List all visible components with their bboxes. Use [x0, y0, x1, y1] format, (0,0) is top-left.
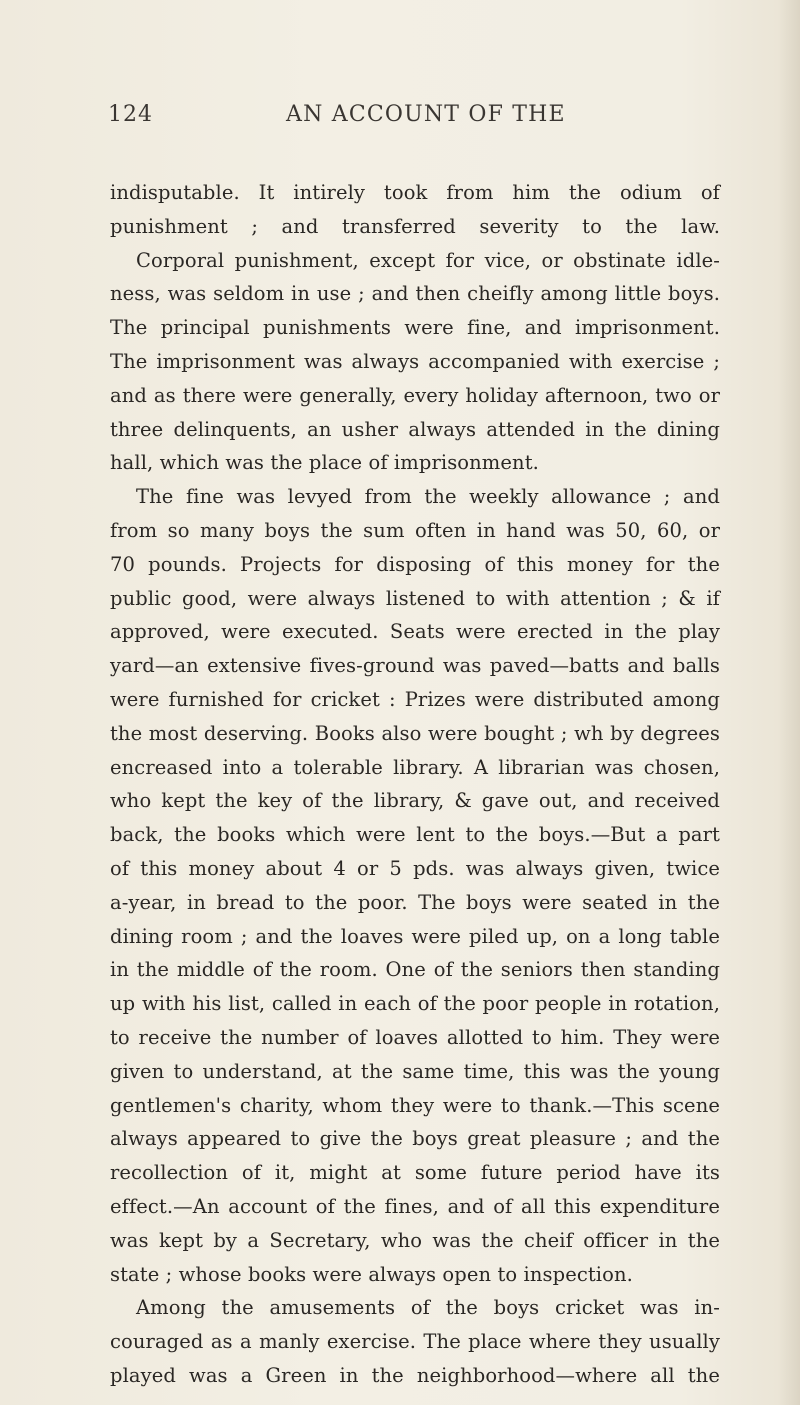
text-line: The imprisonment was always accompanied with exercise ; — [110, 349, 720, 373]
text-line: from so many boys the sum often in hand was 50, 60, or — [110, 518, 720, 542]
text-line: always appeared to give the boys great pleasure ; and the — [110, 1127, 720, 1151]
text-line: indisputable. It intirely took from him the odium of — [110, 181, 720, 204]
text-line: back, the books which were lent to the boys.—But a part — [110, 823, 720, 847]
text-line: punishment ; and transferred severity to the law. — [110, 214, 720, 238]
text-line: yard—an extensive fives-ground was paved—batts and balls — [110, 654, 720, 678]
running-head — [0, 102, 800, 134]
text-line: recollection of it, might at some future period have its — [110, 1161, 720, 1185]
text-line: who kept the key of the library, & gave out, and received — [110, 789, 720, 813]
text-line: public good, were always listened to with attention ; & if — [110, 586, 720, 610]
text-line: up with his list, called in each of the poor people in rotation, — [110, 992, 720, 1016]
text-line: 70 pounds. Projects for disposing of this money for the — [110, 552, 720, 576]
text-line: and as there were generally, every holiday afternoon, two or — [110, 383, 720, 407]
text-line: approved, were executed. Seats were erected in the play — [110, 620, 720, 644]
text-line: Corporal punishment, except for vice, or obstinate idle- — [136, 248, 720, 272]
text-line: was kept by a Secretary, who was the cheif officer in the — [110, 1228, 720, 1252]
text-line: The fine was levyed from the weekly allowance ; and — [136, 485, 720, 509]
text-line: to receive the number of loaves allotted to him. They were — [110, 1025, 720, 1049]
text-line: were furnished for cricket : Prizes were distributed among — [110, 687, 720, 711]
text-line: of this money about 4 or 5 pds. was always given, twice — [110, 856, 720, 880]
body-text — [110, 176, 720, 1393]
text-line: effect.—An account of the fines, and of all this expenditure — [110, 1194, 720, 1218]
text-line: couraged as a manly exercise. The place where they usually — [110, 1330, 720, 1354]
page-edge-shadow — [778, 0, 800, 1405]
text-line: ness, was seldom in use ; and then cheifly among little boys. — [110, 282, 720, 306]
page-number: 124 — [108, 102, 153, 127]
text-line: played was a Green in the neighborhood—where all the — [110, 1363, 720, 1387]
text-line: dining room ; and the loaves were piled up, on a long table — [110, 924, 720, 948]
text-line: the most deserving. Books also were bought ; wh by degrees — [110, 721, 720, 745]
running-title: AN ACCOUNT OF THE — [286, 102, 566, 127]
text-line: three delinquents, an usher always attended in the dining — [110, 417, 720, 441]
text-line: given to understand, at the same time, this was the young — [110, 1059, 720, 1083]
text-line: gentlemen's charity, whom they were to thank.—This scene — [110, 1093, 720, 1117]
text-line: Among the amusements of the boys cricket was in- — [136, 1296, 720, 1320]
text-line: in the middle of the room. One of the seniors then standing — [110, 958, 720, 982]
text-line: a-year, in bread to the poor. The boys were seated in the — [110, 890, 720, 914]
text-line: The principal punishments were fine, and imprisonment. — [110, 316, 720, 340]
text-line: encreased into a tolerable library. A librarian was chosen, — [110, 755, 720, 779]
text-line: state ; whose books were always open to inspection. — [110, 1262, 633, 1286]
text-line: hall, which was the place of imprisonment. — [110, 451, 539, 475]
